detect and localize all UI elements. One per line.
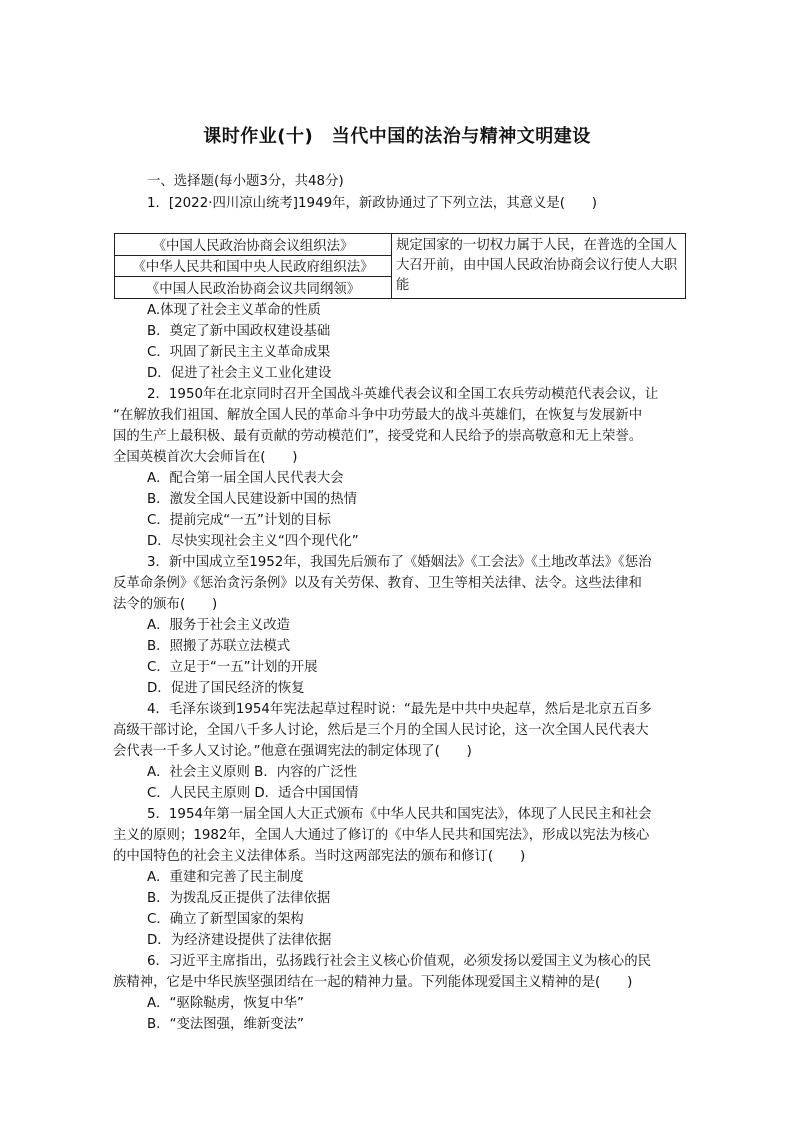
q4-line-2: 高级干部讨论，全国八千多人讨论，然后是三个月的全国人民讨论，这一次全国人民代表大 xyxy=(113,723,649,738)
q3-option-a: A．服务于社会主义改造 xyxy=(147,618,291,633)
q1-option-c: C．巩固了新民主主义革命成果 xyxy=(147,345,331,360)
q2-line-1: 2．1950年在北京同时召开全国战斗英雄代表会议和全国工农兵劳动模范代表会议，让 xyxy=(147,387,659,402)
q6-option-b: B．“变法图强，维新变法” xyxy=(147,1017,304,1032)
q3-line-1: 3．新中国成立至1952年，我国先后颁布了《婚姻法》《工会法》《土地改革法》《惩治 xyxy=(147,555,652,570)
q6-line-2: 族精神，它是中华民族坚强团结在一起的精神力量。下列能体现爱国主义精神的是( ) xyxy=(113,975,633,990)
page-title: 课时作业(十) 当代中国的法治与精神文明建设 xyxy=(203,126,591,147)
law-cell-1: 《中国人民政治协商会议组织法》 xyxy=(115,234,392,256)
q2-option-c: C．提前完成“一五”计划的目标 xyxy=(147,513,331,528)
q2-option-b: B．激发全国人民建设新中国的热情 xyxy=(147,492,358,507)
q1-option-a: A.体现了社会主义革命的性质 xyxy=(147,303,321,318)
q5-line-2: 主义的原则；1982年，全国人大通过了修订的《中华人民共和国宪法》，形成以宪法为核心 xyxy=(113,828,650,843)
law-description-cell: 规定国家的一切权力属于人民，在普选的全国人大召开前，由中国人民政治协商会议行使人大职能 xyxy=(392,234,686,299)
law-cell-3: 《中国人民政治协商会议共同纲领》 xyxy=(115,277,392,299)
q5-option-d: D．为经济建设提供了法律依据 xyxy=(147,933,332,948)
q2-option-d: D．尽快实现社会主义“四个现代化” xyxy=(147,534,359,549)
q2-line-2: “在解放我们祖国、解放全国人民的革命斗争中功劳最大的战斗英雄们，在恢复与发展新中 xyxy=(113,408,643,423)
q3-option-b: B．照搬了苏联立法模式 xyxy=(147,639,291,654)
q5-option-b: B．为拨乱反正提供了法律依据 xyxy=(147,891,331,906)
q5-option-a: A．重建和完善了民主制度 xyxy=(147,870,304,885)
q1-option-b: B．奠定了新中国政权建设基础 xyxy=(147,324,331,339)
q2-line-3: 国的生产上最积极、最有贡献的劳动模范们”，接受党和人民给予的崇高敬意和无上荣誉。 xyxy=(113,429,643,444)
q5-line-1: 5．1954年第一届全国人大正式颁布《中华人民共和国宪法》，体现了人民民主和社会 xyxy=(147,807,652,822)
q3-line-2: 反革命条例》《惩治贪污条例》以及有关劳保、教育、卫生等相关法律、法令。这些法律和 xyxy=(113,576,642,591)
law-cell-2: 《中华人民共和国中央人民政府组织法》 xyxy=(115,255,392,277)
q5-option-c: C．确立了新型国家的架构 xyxy=(147,912,304,927)
q4-option-ab: A．社会主义原则 B．内容的广泛性 xyxy=(147,765,358,780)
q1-option-d: D．促进了社会主义工业化建设 xyxy=(147,366,332,381)
section-heading: 一、选择题(每小题3分，共48分) xyxy=(147,174,344,189)
q4-line-3: 会代表一千多人又讨论。”他意在强调宪法的制定体现了( ) xyxy=(113,744,472,759)
q6-option-a: A．“驱除鞑虏，恢复中华” xyxy=(147,996,304,1011)
q3-option-d: D．促进了国民经济的恢复 xyxy=(147,681,305,696)
q6-line-1: 6．习近平主席指出，弘扬践行社会主义核心价值观，必须发扬以爱国主义为核心的民 xyxy=(147,954,651,969)
q4-line-1: 4．毛泽东谈到1954年宪法起草过程时说：“最先是中共中央起草，然后是北京五百多 xyxy=(147,702,652,717)
q3-option-c: C．立足于“一五”计划的开展 xyxy=(147,660,318,675)
question-1-table xyxy=(114,233,686,299)
q2-option-a: A．配合第一届全国人民代表大会 xyxy=(147,471,344,486)
q5-line-3: 的中国特色的社会主义法律体系。当时这两部宪法的颁布和修订( ) xyxy=(113,849,526,864)
q2-line-4: 全国英模首次大会师旨在( ) xyxy=(113,450,298,465)
q3-line-3: 法令的颁布( ) xyxy=(113,597,218,612)
q4-option-cd: C．人民民主原则 D．适合中国国情 xyxy=(147,786,359,801)
question-1-stem: 1．[2022·四川凉山统考]1949年，新政协通过了下列立法，其意义是( ) xyxy=(147,196,597,211)
